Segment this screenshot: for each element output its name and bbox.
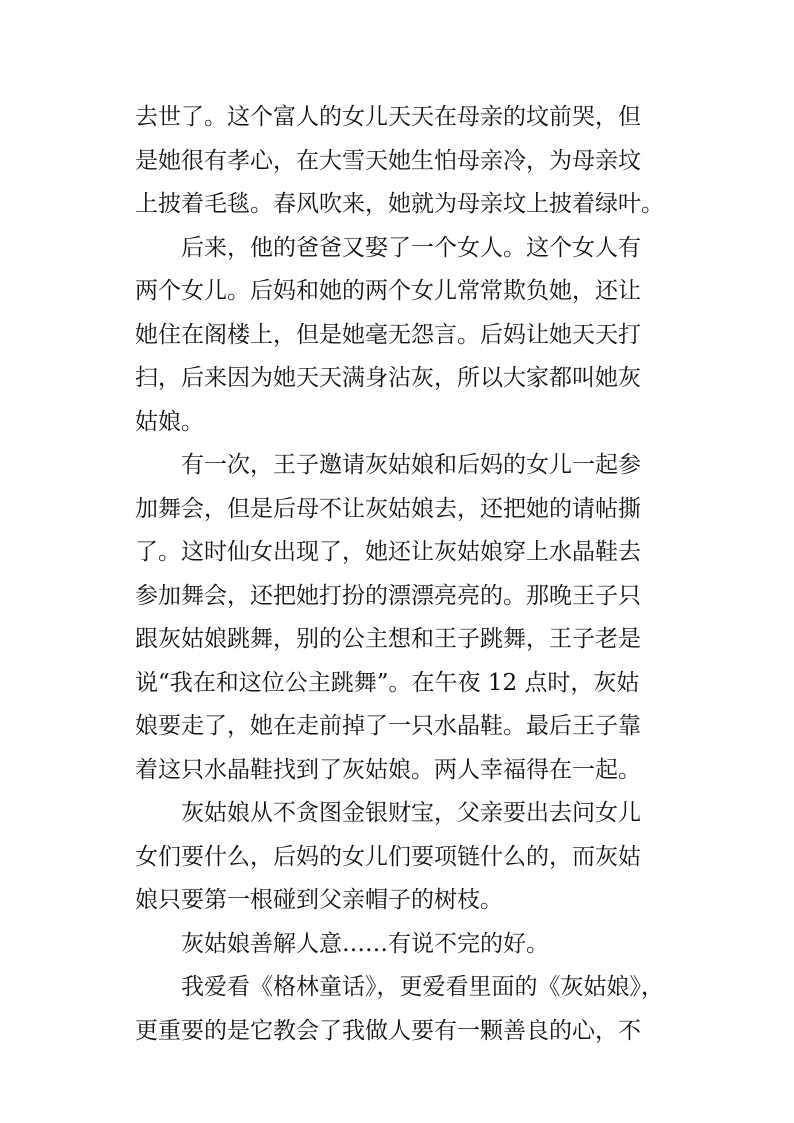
- text-line: 娘要走了，她在走前掉了一只水晶鞋。最后王子靠: [135, 713, 641, 739]
- text-line: 跟灰姑娘跳舞，别的公主想和王子跳舞，王子老是: [135, 626, 641, 652]
- text-line: 了。这时仙女出现了，她还让灰姑娘穿上水晶鞋去: [135, 539, 641, 565]
- text-line: 她住在阁楼上，但是她毫无怨言。后妈让她天天打: [135, 321, 641, 348]
- text-line: 两个女儿。后妈和她的两个女儿常常欺负她，还让: [135, 278, 641, 304]
- text-line: 参加舞会，还把她打扮的漂漂亮亮的。那晚王子只: [135, 582, 641, 609]
- paragraph-start-line: 后来，他的爸爸又娶了一个女人。这个女人有: [181, 234, 641, 261]
- paragraph-start-line: 我爱看《格林童话》，更爱看里面的《灰姑娘》，: [181, 974, 664, 1000]
- text-line: 是她很有孝心，在大雪天她生怕母亲冷，为母亲坟: [135, 147, 641, 174]
- text-line: 上披着毛毯。春风吹来，她就为母亲坟上披着绿叶。: [135, 191, 664, 217]
- text-line: 去世了。这个富人的女儿天天在母亲的坟前哭，但: [135, 104, 641, 130]
- paragraph-start-line: 灰姑娘从不贪图金银财宝，父亲要出去问女儿: [181, 800, 641, 826]
- paragraph-start-line: 有一次，王子邀请灰姑娘和后妈的女儿一起参: [181, 452, 641, 478]
- document-body: [135, 96, 665, 1053]
- text-line: 姑娘。: [135, 408, 204, 435]
- text-line: 说“我在和这位公主跳舞”。在午夜 12 点时，灰姑: [135, 669, 640, 696]
- text-line: 更重要的是它教会了我做人要有一颗善良的心，不: [135, 1017, 641, 1044]
- paragraph-start-line: 灰姑娘善解人意……有说不完的好。: [181, 930, 549, 957]
- text-line: 女们要什么，后妈的女儿们要项链什么的，而灰姑: [135, 843, 641, 870]
- text-line: 扫，后来因为她天天满身沾灰，所以大家都叫她灰: [135, 365, 641, 391]
- text-line: 娘只要第一根碰到父亲帽子的树枝。: [135, 887, 503, 913]
- text-line: 加舞会，但是后母不让灰姑娘去，还把她的请帖撕: [135, 495, 641, 522]
- text-line: 着这只水晶鞋找到了灰姑娘。两人幸福得在一起。: [135, 756, 641, 783]
